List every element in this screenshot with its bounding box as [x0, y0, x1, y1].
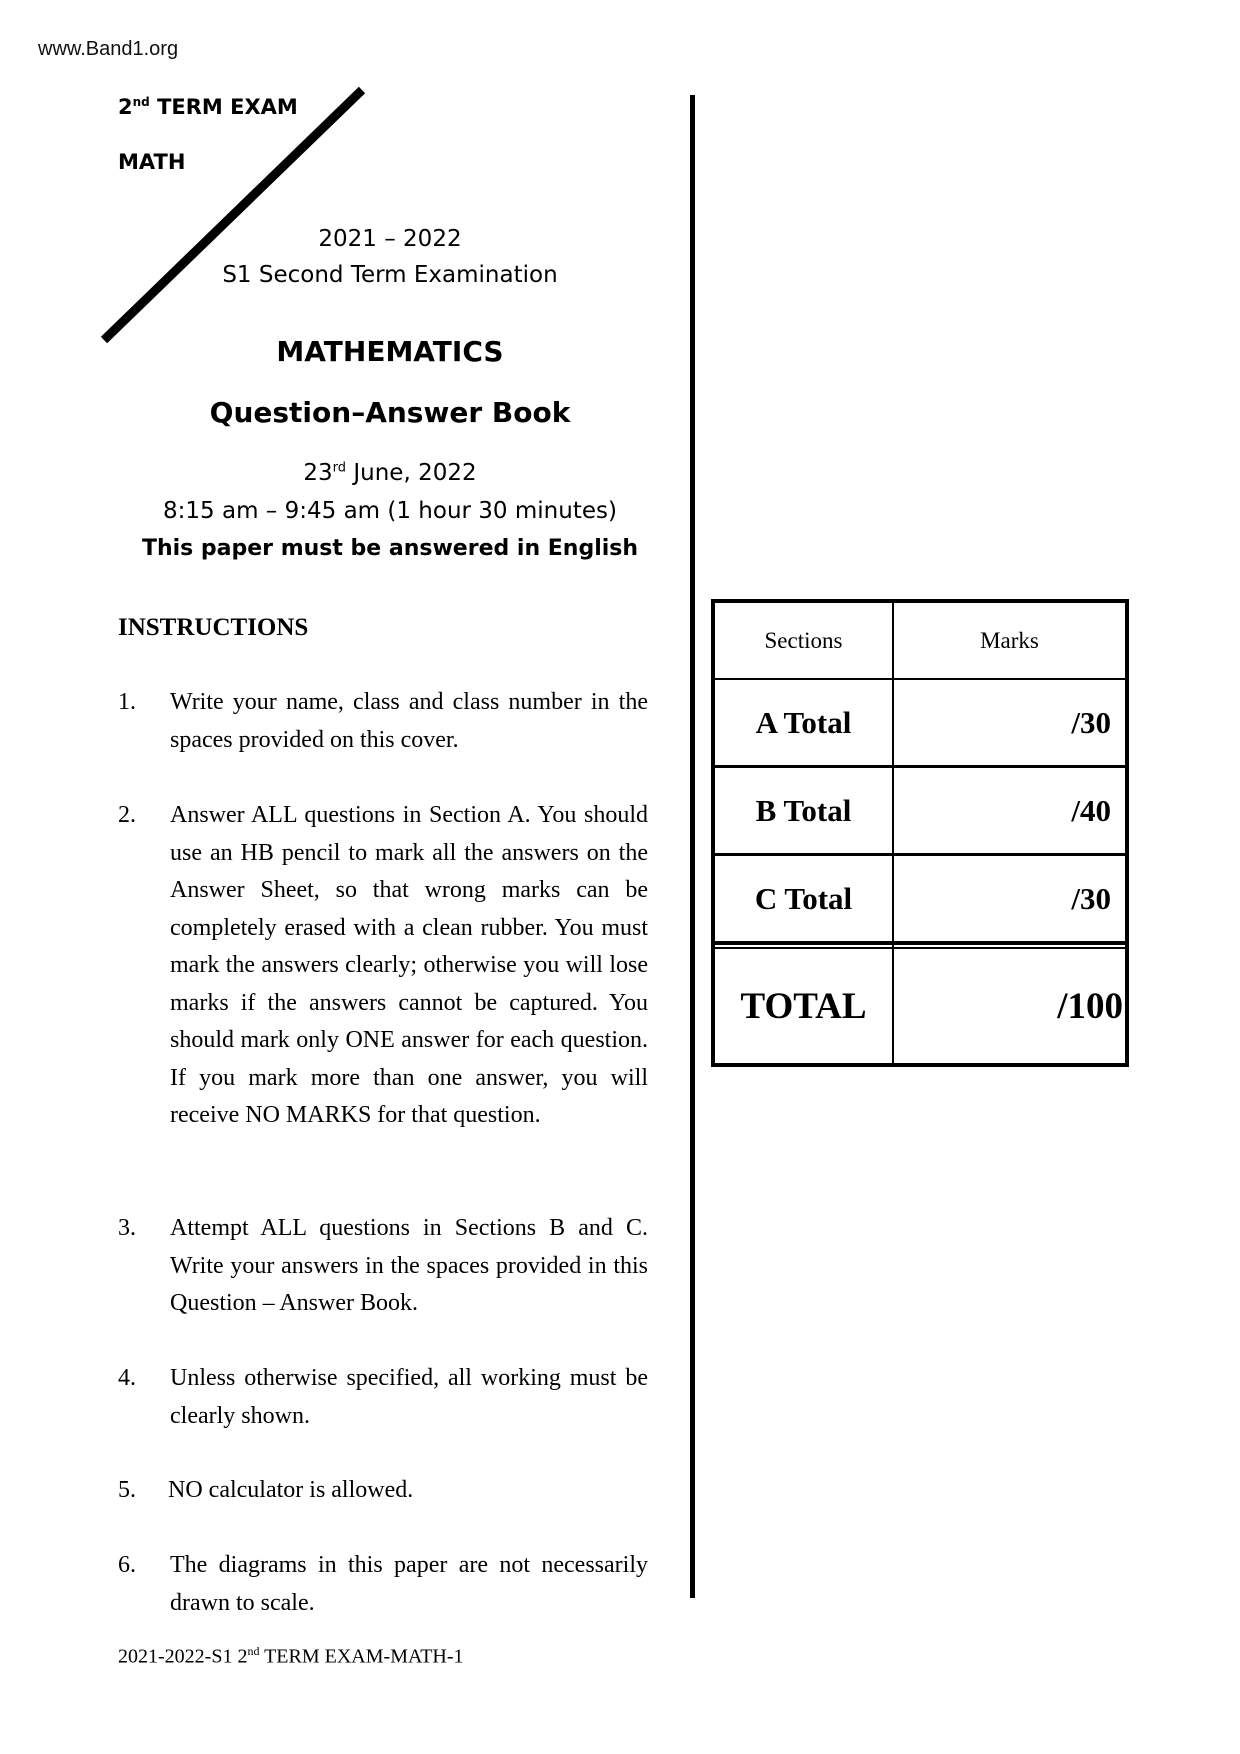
section-label: A Total [755, 704, 852, 740]
section-label: B Total [755, 792, 852, 828]
table-row [715, 768, 1125, 853]
instruction-number: 3. [118, 1215, 136, 1241]
header-marks: Marks [980, 627, 1039, 653]
instruction-number: 6. [118, 1552, 136, 1578]
date-rest: June, 2022 [346, 460, 477, 486]
instruction-number: 2. [118, 802, 136, 828]
footer-suffix: TERM EXAM-MATH-1 [259, 1645, 464, 1668]
academic-year: 2021 – 2022 [318, 226, 462, 252]
footer-prefix: 2021-2022-S1 2 [118, 1645, 248, 1668]
header-sections: Sections [764, 627, 843, 653]
instruction-text: The diagrams in this paper are not necessarily drawn to scale. [170, 1552, 648, 1616]
instruction-text: Answer ALL questions in Section A. You should use an HB pencil to mark all the answers on the Answer Sheet, so that wrong marks can be completely erased with a clean rubber. You must mark the answers clearly; otherwise you will lose marks if the answers cannot be captured. You should mark only ONE answer for each question. If you mark more than one answer, you will receive NO MARKS for that question. [170, 802, 648, 1128]
instruction-text: Unless otherwise specified, all working must be clearly shown. [170, 1365, 648, 1429]
instructions-title: INSTRUCTIONS [118, 614, 309, 641]
table-header-row [715, 603, 1125, 678]
instruction-text: Attempt ALL questions in Sections B and C. Write your answers in the spaces provided in this Question – Answer Book. [170, 1215, 648, 1316]
exam-name: S1 Second Term Examination [222, 262, 558, 288]
double-divider-bottom [715, 947, 1125, 949]
instruction-text: NO calculator is allowed. [168, 1477, 414, 1503]
table-row [715, 856, 1125, 941]
website-watermark: www.Band1.org [38, 38, 179, 60]
section-marks: /30 [1071, 704, 1111, 740]
subject-title: MATHEMATICS [276, 335, 504, 368]
page-footer [118, 1644, 464, 1669]
header-subject: MATH [118, 150, 186, 174]
strike-line [104, 90, 362, 340]
section-label: C Total [754, 880, 853, 916]
total-label: TOTAL [740, 986, 867, 1027]
section-marks: /30 [1071, 880, 1111, 916]
instruction-number: 1. [118, 689, 136, 715]
footer-ordinal: nd [247, 1644, 260, 1658]
language-note: This paper must be answered in English [141, 536, 639, 561]
header-term-ordinal: nd [132, 95, 150, 109]
instruction-text: Write your name, class and class number in the spaces provided on this cover. [170, 689, 648, 753]
total-marks: /100 [1057, 986, 1123, 1027]
marks-table [711, 599, 1129, 1067]
vertical-divider [690, 95, 695, 1598]
table-total-row [715, 950, 1125, 1063]
double-divider-top [715, 941, 1125, 945]
exam-date [100, 460, 680, 486]
date-suffix: rd [332, 460, 347, 476]
section-marks: /40 [1071, 792, 1111, 828]
exam-time: 8:15 am – 9:45 am (1 hour 30 minutes) [163, 498, 617, 524]
date-day: 23 [303, 460, 333, 486]
instruction-number: 4. [118, 1365, 136, 1391]
instruction-number: 5. [118, 1477, 136, 1503]
header-term-number: 2 [118, 95, 133, 119]
header-term-text: TERM EXAM [149, 95, 298, 119]
book-type: Question–Answer Book [209, 396, 571, 429]
table-row [715, 680, 1125, 765]
